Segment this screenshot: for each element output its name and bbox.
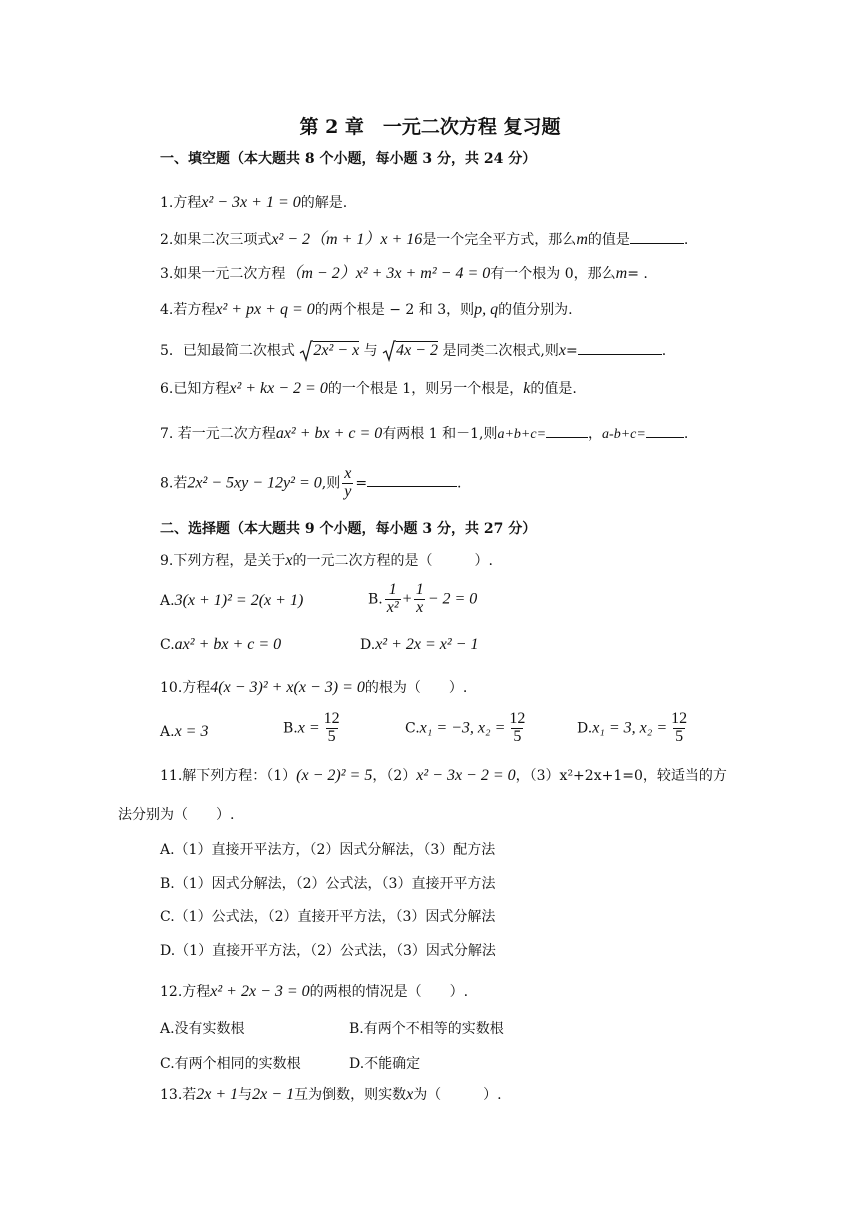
q12-equation: x² + 2x − 3 = 0 — [210, 983, 310, 1000]
question-1 — [160, 195, 347, 211]
q4-prefix: 4.若方程 — [160, 302, 216, 318]
denominator: x² — [386, 598, 399, 616]
q9-b-rest: − 2 = 0 — [427, 590, 478, 608]
q8-denominator: y — [344, 482, 352, 500]
radical-sign-icon — [299, 340, 313, 362]
q6-prefix: 6.已知方程 — [160, 381, 230, 397]
q12-option-a[interactable]: A.没有实数根 — [160, 1021, 245, 1037]
option-letter: B. — [368, 591, 383, 608]
q9-b-fraction-1 — [385, 582, 401, 617]
q11-option-a[interactable]: A.（1）直接开平法方，（2）因式分解法，（3）配方法 — [160, 842, 496, 858]
numerator: 12 — [323, 710, 340, 727]
radical-1 — [299, 340, 359, 362]
q11-option-b[interactable]: B.（1）因式分解法，（2）公式法，（3）直接开平方法 — [160, 876, 496, 892]
q13-expression-2: 2x − 1 — [252, 1086, 295, 1103]
q1-suffix: 的解是. — [300, 195, 348, 211]
q5-variable: x — [558, 342, 566, 359]
q3-equation: （m − 2）x² + 3x + m² − 4 = 0 — [285, 265, 491, 282]
q12-stem: 12.方程 — [160, 984, 211, 1000]
q9-stem-end: 的一元二次方程的是（ ）. — [292, 553, 493, 569]
question-8: 8.若2x² − 5xy − 12y² = 0,则 $\frac{x}{y}$ = . — [160, 465, 462, 500]
q9-option-d[interactable] — [360, 637, 478, 653]
numerator: 1 — [388, 581, 397, 598]
q13-expression-1: 2x + 1 — [196, 1086, 239, 1103]
q8-prefix: 8.若 — [160, 475, 188, 492]
q11-equation-1: (x − 2)² = 5 — [296, 767, 373, 784]
q2-mid: 是一个完全平方式，那么 — [422, 232, 577, 248]
q11-sep-3: ，（3）x²+2x+1=0，较适当的方 — [515, 768, 727, 784]
q10-stem-end: 的根为（ ）. — [364, 680, 468, 696]
q2-expression: x² − 2（m + 1）x + 16 — [271, 231, 423, 248]
q5-answer-blank[interactable] — [578, 341, 662, 355]
option-letter: A. — [160, 724, 175, 740]
q7-mid: 有两根 1 和－1,则 — [382, 426, 498, 442]
q4-mid: 的两个根是 − 2 和 3，则 — [314, 302, 475, 318]
denominator: 5 — [513, 727, 522, 745]
option-letter: D. — [360, 637, 376, 653]
q9-option-b[interactable]: B. $\frac{1}{\text{x²}}$ + $\frac{1}{x}$ − 2 = 0 — [368, 581, 478, 616]
q10-option-a[interactable] — [160, 724, 208, 740]
q13-variable: x — [406, 1086, 414, 1103]
question-4 — [160, 302, 573, 318]
q11-sep-2: ，（2） — [372, 768, 417, 784]
q13-mid2: 互为倒数，则实数 — [294, 1087, 407, 1103]
q12-stem-end: 的两根的情况是（ ）. — [309, 984, 469, 1000]
q10-c-equation: x₁ = −3, x₂ = — [419, 719, 506, 737]
numerator: 12 — [671, 710, 688, 727]
radicand-1: 2x² − x — [313, 342, 360, 359]
numerator: 12 — [509, 710, 526, 727]
q10-option-c[interactable] — [405, 711, 529, 746]
q4-equation: x² + px + q = 0 — [215, 301, 315, 318]
q9-d-equation: x² + 2x = x² − 1 — [375, 636, 479, 653]
radicand-2: 4x − 2 — [396, 342, 438, 359]
option-letter: C. — [405, 720, 420, 737]
q6-equation: x² + kx − 2 = 0 — [229, 380, 328, 397]
q11-option-d[interactable]: D.（1）直接开平方法，（2）公式法，（3）因式分解法 — [160, 943, 496, 959]
q11-stem-line-2: 法分别为（ ）. — [118, 807, 235, 823]
q6-variable: k — [523, 380, 531, 397]
q8-equation: 2x² − 5xy − 12y² = 0 — [187, 474, 322, 492]
q5-mid2: 是同类二次根式,则 — [442, 343, 559, 359]
q2-variable: m — [576, 231, 588, 248]
q3-mid: 有一个根为 0，那么 — [490, 266, 616, 282]
denominator: 5 — [675, 727, 684, 745]
q7-prefix: 7. 若一元二次方程 — [160, 426, 276, 442]
q8-numerator: x — [344, 465, 352, 482]
section-multiple-choice-heading: 二、选择题（本大题共 9 个小题，每小题 3 分，共 27 分） — [160, 521, 537, 537]
q11-option-c[interactable]: C.（1）公式法，（2）直接开平方法，（3）因式分解法 — [160, 909, 496, 925]
q9-option-a[interactable] — [160, 593, 303, 609]
q9-c-equation: ax² + bx + c = 0 — [174, 636, 282, 653]
q11-stem: 11.解下列方程：（1） — [160, 768, 297, 784]
question-11 — [160, 768, 727, 784]
q7-equation: ax² + bx + c = 0 — [275, 425, 383, 442]
question-2: 2.如果二次三项式x² − 2（m + 1）x + 16是一个完全平方式，那么m的值是 . — [160, 231, 689, 248]
q10-stem: 10.方程 — [160, 680, 211, 696]
q10-b-equation: x = — [297, 719, 320, 737]
q2-answer-blank[interactable] — [630, 230, 684, 244]
q10-d-equation: x₁ = 3, x₂ = — [592, 719, 668, 737]
radical-2 — [382, 340, 438, 362]
question-7: 7. 若一元二次方程ax² + bx + c = 0有两根 1 和－1,则a+b+c= ，a-b+c= . — [160, 425, 689, 442]
option-letter: B. — [283, 720, 298, 737]
q11-equation-2: x² − 3x − 2 = 0 — [416, 767, 516, 784]
denominator: 5 — [327, 727, 336, 745]
q13-stem: 13.若 — [160, 1087, 197, 1103]
q5-prefix: 5．已知最简二次根式 — [160, 343, 295, 359]
question-9 — [160, 553, 493, 569]
question-12 — [160, 984, 468, 1000]
q13-stem-end: 为（ ）. — [413, 1087, 502, 1103]
q7-separator: ， — [588, 426, 603, 442]
question-5: 5．已知最简二次根式 2x² − x 与 4x − 2 是同类二次根式,则x= . — [160, 340, 666, 362]
q5-suffix: = — [566, 343, 578, 359]
q12-option-b[interactable]: B.有两个不相等的实数根 — [349, 1021, 504, 1037]
q10-option-b[interactable] — [283, 711, 344, 746]
q9-a-equation: 3(x + 1)² = 2(x + 1) — [174, 592, 304, 609]
q6-mid: 的一个根是 1，则另一个根是， — [327, 381, 524, 397]
q7-sum-blank[interactable] — [546, 424, 588, 438]
question-3 — [160, 266, 648, 282]
q10-option-d[interactable] — [577, 711, 691, 746]
page-title: 第 2 章 一元二次方程 复习题 — [299, 116, 561, 138]
numerator: 1 — [415, 581, 424, 598]
q10-equation: 4(x − 3)² + x(x − 3) = 0 — [210, 679, 365, 696]
q8-suffix: = — [355, 475, 368, 492]
q9-option-c[interactable] — [160, 637, 281, 653]
q10-a-equation: x = 3 — [174, 723, 209, 740]
option-letter: D. — [577, 720, 593, 737]
option-letter: C. — [160, 637, 175, 653]
q7-sum-label: a+b+c= — [497, 427, 547, 442]
q10-b-fraction — [322, 711, 342, 746]
q4-variables: p, q — [474, 301, 499, 318]
q1-prefix: 1.方程 — [160, 195, 202, 211]
q1-equation: x² − 3x + 1 = 0 — [201, 194, 301, 211]
q12-option-c[interactable]: C.有两个相同的实数根 — [160, 1056, 301, 1072]
question-13 — [160, 1087, 502, 1103]
q8-mid: ,则 — [321, 475, 341, 492]
option-letter: A. — [160, 593, 175, 609]
q2-prefix: 2.如果二次三项式 — [160, 232, 272, 248]
q3-variable: m — [615, 265, 628, 282]
radical-sign-icon — [382, 340, 396, 362]
q9-b-fraction-2 — [414, 582, 426, 617]
q3-prefix: 3.如果一元二次方程 — [160, 266, 286, 282]
q4-suffix: 的值分别为. — [498, 302, 573, 318]
q10-d-fraction — [669, 711, 689, 746]
q7-diff-blank[interactable] — [646, 424, 684, 438]
q2-suffix: 的值是 — [587, 232, 630, 248]
q6-suffix: 的值是. — [530, 381, 577, 397]
q8-fraction — [342, 466, 353, 501]
q8-answer-blank[interactable] — [367, 473, 457, 487]
q7-diff-label: a-b+c= — [602, 427, 646, 442]
q3-suffix: = . — [627, 266, 648, 282]
question-6 — [160, 381, 577, 397]
denominator: x — [416, 598, 424, 616]
q13-mid: 与 — [238, 1087, 253, 1103]
question-10 — [160, 680, 467, 696]
q12-option-d[interactable]: D.不能确定 — [349, 1056, 421, 1072]
section-fill-blank-heading: 一、填空题（本大题共 8 个小题，每小题 3 分，共 24 分） — [160, 151, 537, 167]
q9-variable: x — [285, 552, 293, 569]
q5-mid: 与 — [363, 343, 378, 359]
q9-stem: 9.下列方程，是关于 — [160, 553, 286, 569]
q10-c-fraction — [507, 711, 527, 746]
